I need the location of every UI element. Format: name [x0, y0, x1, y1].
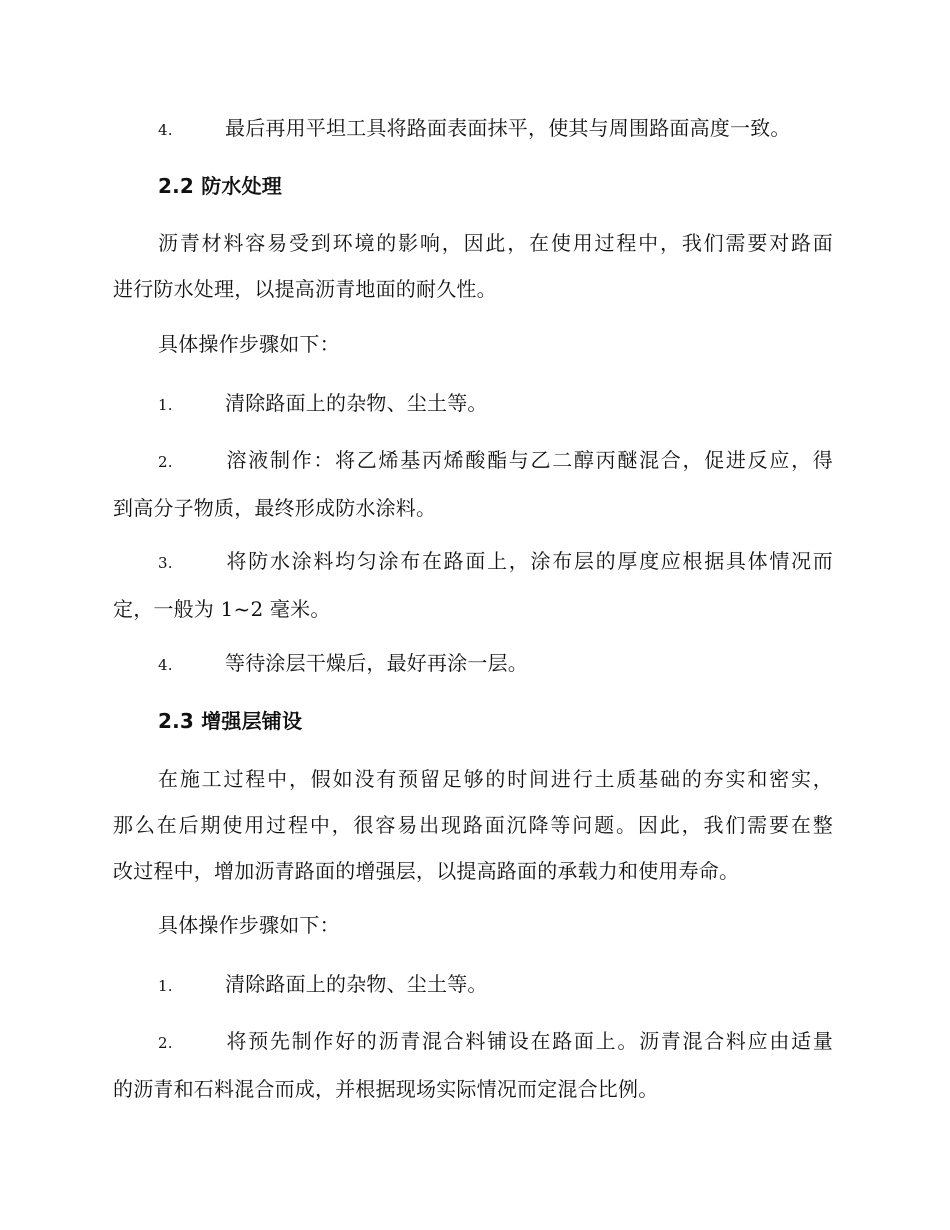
list-number: 1.: [158, 396, 173, 414]
section-heading-2-3: [113, 700, 833, 743]
paragraph-line: 在施工过程中，假如没有预留足够的时间进行土质基础的夯实和密实，: [158, 767, 833, 791]
list-text: 的沥青和石料混合而成，并根据现场实际情况而定混合比例。: [113, 1077, 659, 1101]
paragraph-line: 沥青材料容易受到环境的影响，因此，在使用过程中，我们需要对路面: [158, 231, 833, 255]
paragraph-line: 进行防水处理，以提高沥青地面的耐久性。: [113, 277, 497, 301]
section-heading-2-2: [113, 165, 833, 208]
list-number: 2.: [158, 453, 173, 471]
list-number: 3.: [158, 554, 173, 572]
section-heading-text: 2.3 增强层铺设: [158, 709, 303, 733]
paragraph-text: 具体操作步骤如下：: [158, 332, 340, 356]
list-number: 1.: [158, 977, 173, 995]
list-item: [113, 107, 833, 152]
list-text: 将防水涂料均匀涂布在路面上，涂布层的厚度应根据具体情况而: [225, 549, 833, 573]
paragraph-line: 那么在后期使用过程中，很容易出现路面沉降等问题。因此，我们需要在整: [113, 813, 833, 837]
section-heading-text: 2.2 防水处理: [158, 174, 282, 198]
paragraph-line: 改过程中，增加沥青路面的增强层，以提高路面的承载力和使用寿命。: [113, 859, 740, 883]
paragraph: [113, 222, 833, 311]
list-number: 2.: [158, 1034, 173, 1052]
list-text: 最后再用平坦工具将路面表面抹平，使其与周围路面高度一致。: [225, 116, 791, 140]
list-item: [113, 439, 833, 530]
list-text: 清除路面上的杂物、尘土等。: [225, 391, 488, 415]
list-text: 到高分子物质，最终形成防水涂料。: [113, 496, 437, 520]
list-text: 溶液制作：将乙烯基丙烯酸酯与乙二醇丙醚混合，促进反应，得: [225, 448, 833, 472]
list-text: 等待涂层干燥后，最好再涂一层。: [225, 651, 528, 675]
paragraph-text: 具体操作步骤如下：: [158, 913, 340, 937]
list-item: [113, 540, 833, 631]
list-text: 清除路面上的杂物、尘土等。: [225, 972, 488, 996]
list-number: 4.: [158, 121, 173, 139]
list-number: 4.: [158, 656, 173, 674]
list-item: [113, 1020, 833, 1111]
list-item: [113, 382, 833, 427]
paragraph: [113, 904, 833, 947]
paragraph: [113, 323, 833, 366]
list-item: [113, 963, 833, 1008]
paragraph: [113, 758, 833, 893]
list-item: [113, 642, 833, 687]
list-text: 定，一般为 1~2 毫米。: [113, 597, 331, 621]
list-text: 将预先制作好的沥青混合料铺设在路面上。沥青混合料应由适量: [225, 1029, 833, 1053]
